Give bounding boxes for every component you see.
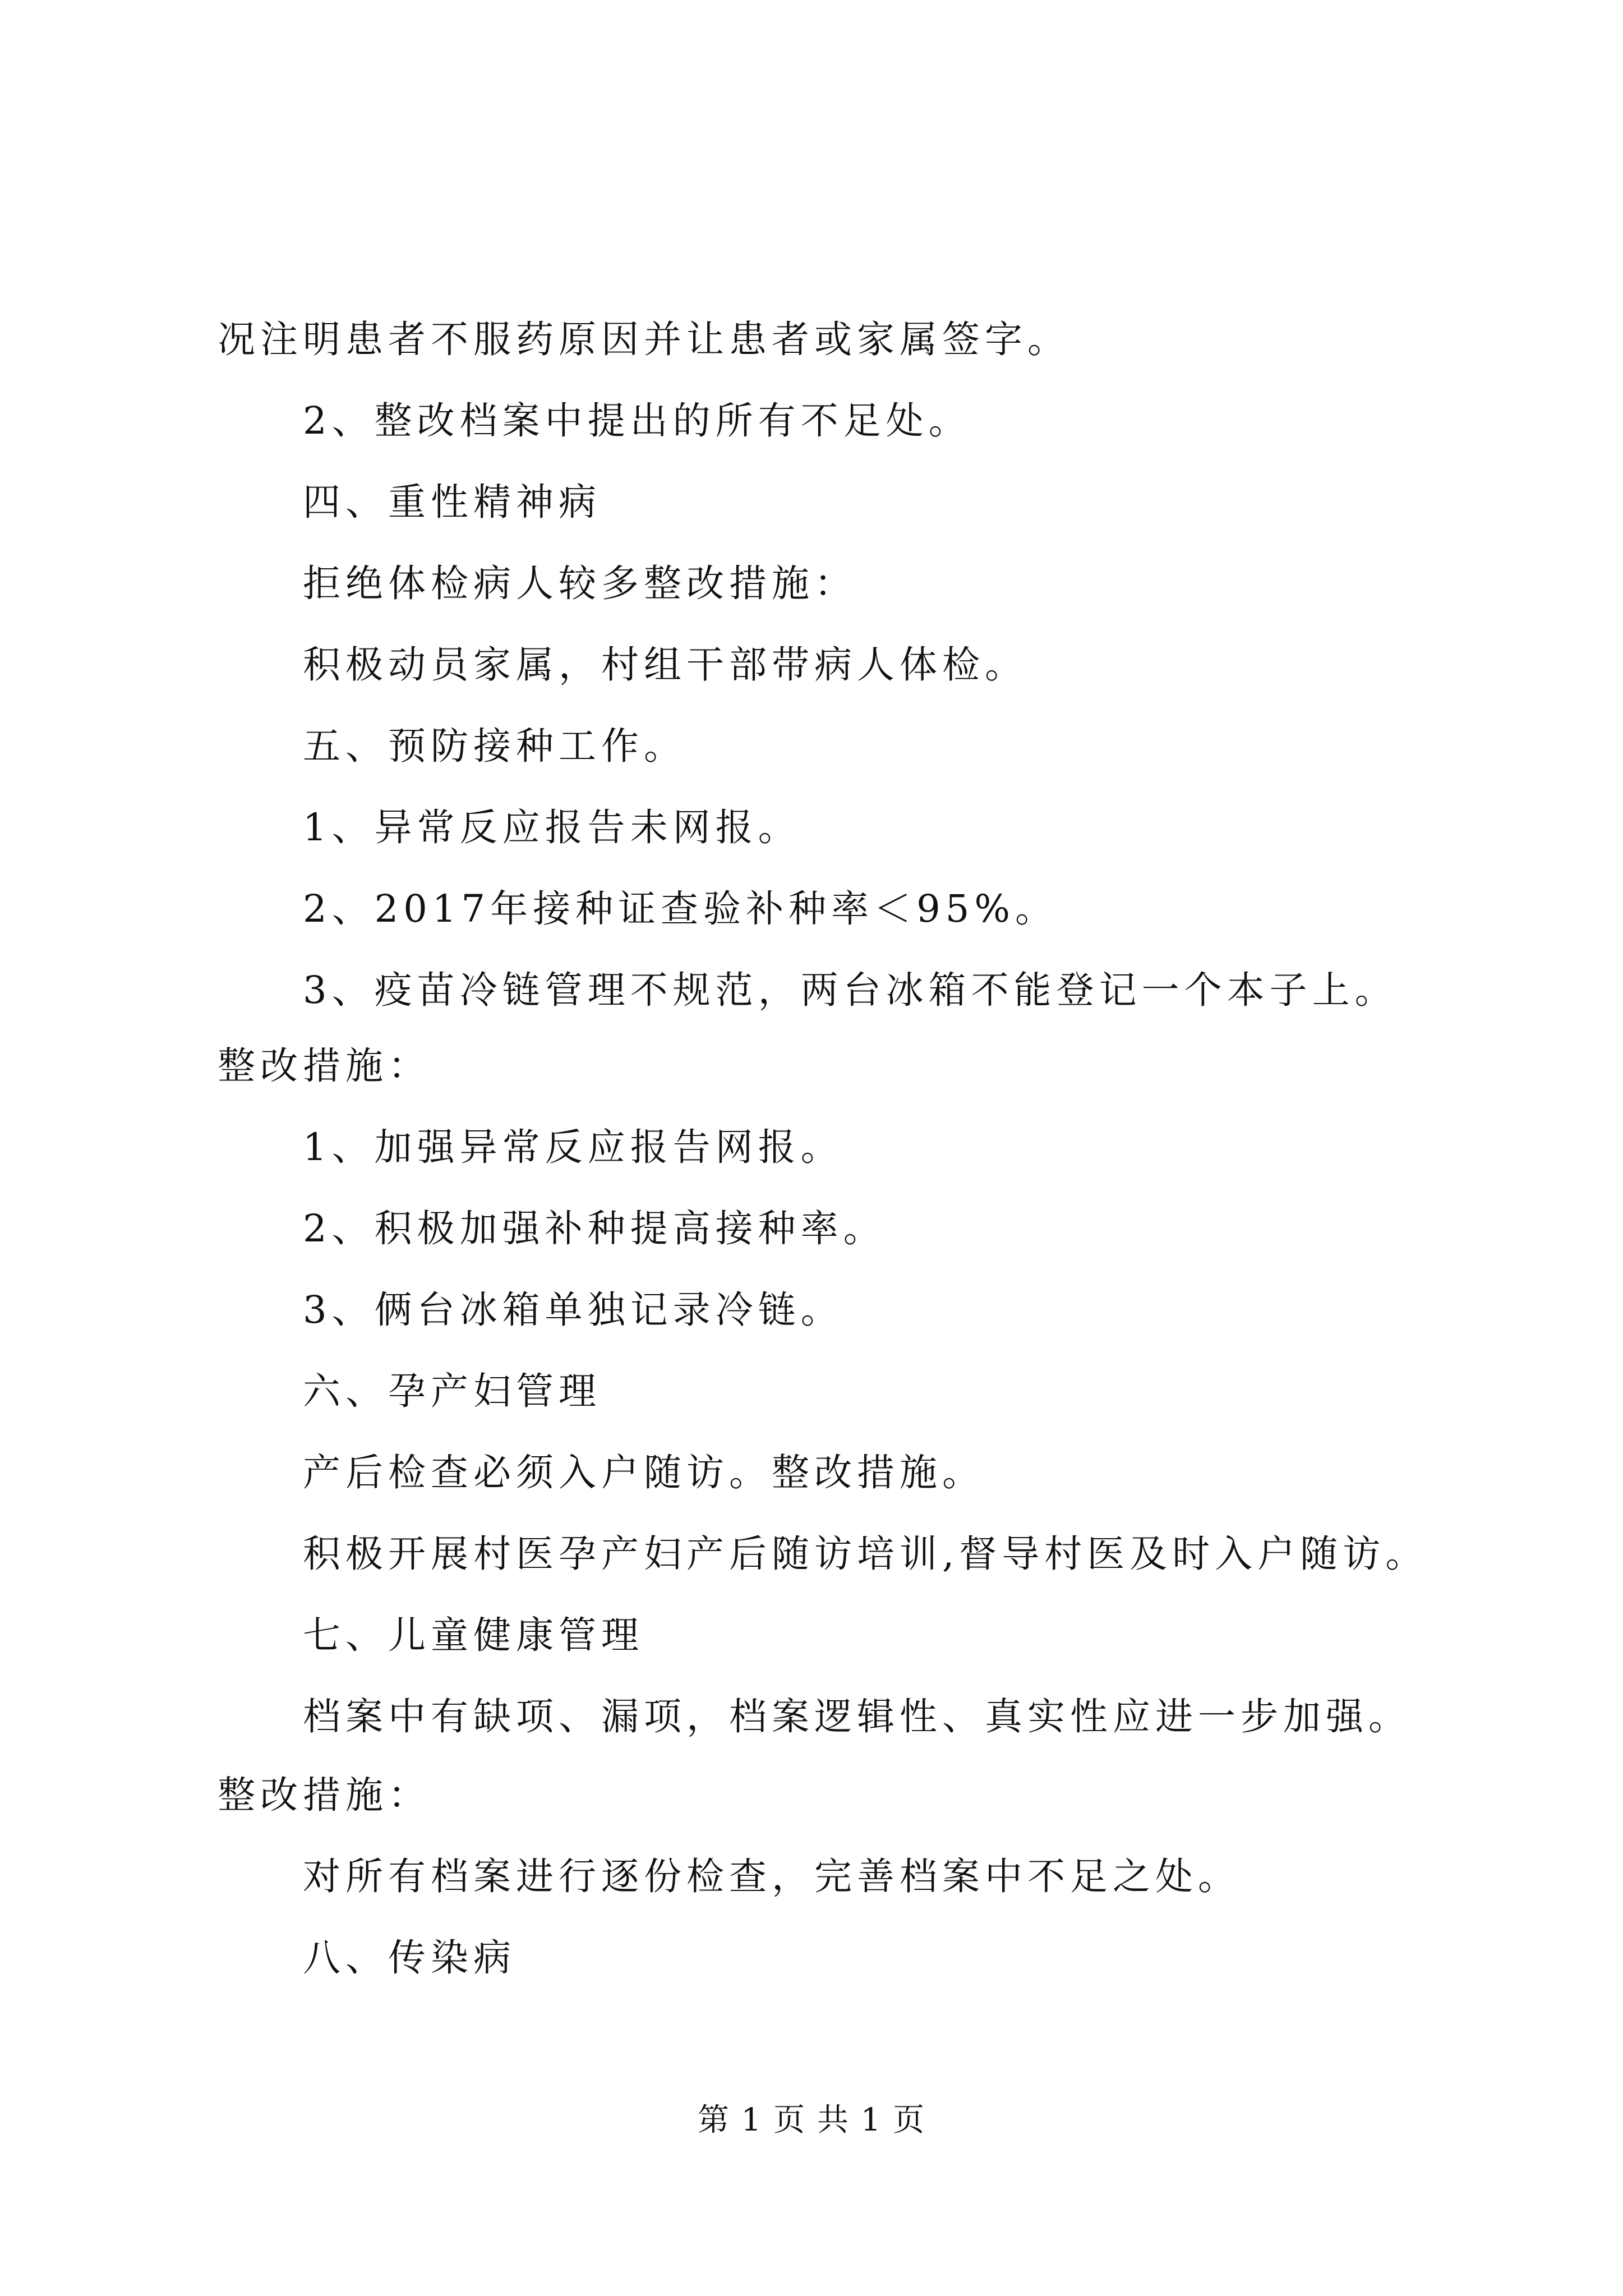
body-text-line: 2、积极加强补种提高接种率。 xyxy=(303,1207,886,1250)
body-text-line: 1、异常反应报告未网报。 xyxy=(303,806,801,849)
body-text-line: 2、整改档案中提出的所有不足处。 xyxy=(303,399,971,443)
body-text-line: 况注明患者不服药原因并让患者或家属签字。 xyxy=(218,318,1070,361)
body-text-line: 3、俩台冰箱单独记录冷链。 xyxy=(303,1288,843,1332)
body-text-line: 档案中有缺项、漏项，档案逻辑性、真实性应进一步加强。 xyxy=(303,1695,1411,1738)
body-text-line: 2、2017年接种证查验补种率＜95%。 xyxy=(303,887,1058,931)
body-text-line: 积极开展村医孕产妇产后随访培训,督导村医及时入户随访。 xyxy=(303,1532,1428,1576)
body-text-line: 1、加强异常反应报告网报。 xyxy=(303,1125,843,1169)
body-text-line: 对所有档案进行逐份检查，完善档案中不足之处。 xyxy=(303,1855,1241,1898)
body-text-line: 整改措施： xyxy=(218,1044,431,1088)
body-text-line: 3、疫苗冷链管理不规范，两台冰箱不能登记一个本子上。 xyxy=(303,968,1398,1012)
section-heading-vaccination: 五、预防接种工作。 xyxy=(303,724,686,768)
section-heading-child-health: 七、儿童健康管理 xyxy=(303,1613,644,1657)
page-number-footer: 第 1 页 共 1 页 xyxy=(697,2102,926,2138)
body-text-line: 整改措施： xyxy=(218,1773,431,1817)
section-heading-infectious-disease: 八、传染病 xyxy=(303,1936,516,1980)
section-heading-mental-illness: 四、重性精神病 xyxy=(303,480,601,524)
body-text-line: 产后检查必须入户随访。整改措施。 xyxy=(303,1451,985,1494)
section-heading-maternal-care: 六、孕产妇管理 xyxy=(303,1369,601,1413)
body-text-line: 拒绝体检病人较多整改措施： xyxy=(303,562,857,605)
body-text-line: 积极动员家属，村组干部带病人体检。 xyxy=(303,643,1027,687)
